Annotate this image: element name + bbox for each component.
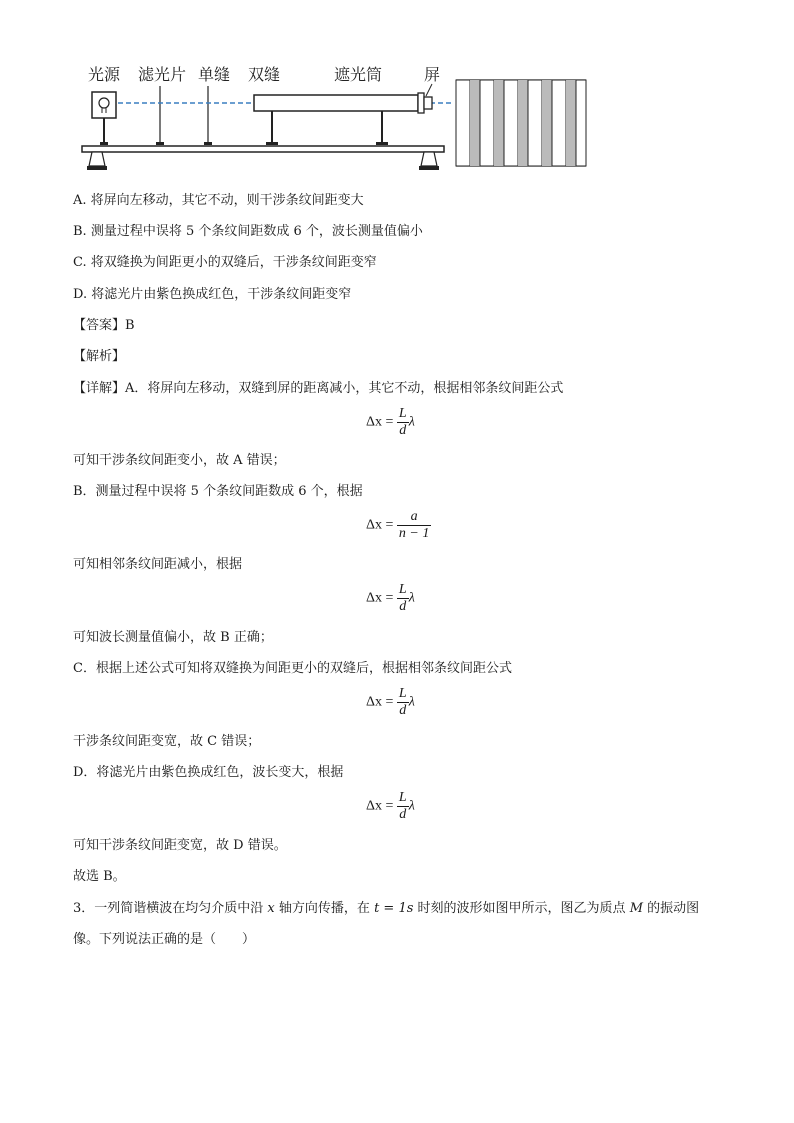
formula-lhs: Δx = xyxy=(366,694,394,710)
formula-fringe-spacing-2 xyxy=(366,582,415,615)
formula-fringe-spacing-count xyxy=(366,509,431,542)
denominator: d xyxy=(399,423,407,438)
optical-bench xyxy=(82,146,444,152)
detail-d-text: D．将滤光片由紫色换成红色，波长变大，根据 xyxy=(73,765,344,780)
final-choice: 故选 B。 xyxy=(73,869,126,884)
fraction xyxy=(397,509,431,542)
denominator: d xyxy=(399,807,407,822)
question-3-line-1 xyxy=(73,900,699,918)
numerator: L xyxy=(398,582,407,597)
denominator: d xyxy=(399,703,407,718)
label-light-source: 光源 xyxy=(88,65,121,84)
detail-b-conclusion: 可知波长测量值偏小，故 B 正确； xyxy=(73,630,273,645)
label-filter: 滤光片 xyxy=(138,65,187,84)
numerator: L xyxy=(398,406,407,421)
q3-x-variable: x xyxy=(267,901,275,916)
detail-c-text: C．根据上述公式可知将双缝换为间距更小的双缝后，根据相邻条纹间距公式 xyxy=(73,661,512,676)
detail-b-mid: 可知相邻条纹间距减小，根据 xyxy=(73,557,243,572)
detail-b-text: B．测量过程中误将 5 个条纹间距数成 6 个，根据 xyxy=(73,484,363,499)
formula-fringe-spacing-1 xyxy=(366,406,415,439)
option-d: D. 将滤光片由紫色换成红色，干涉条纹间距变窄 xyxy=(73,287,352,302)
shading-tube xyxy=(254,95,418,111)
q3-time-expression: t = 1s xyxy=(374,901,414,916)
q3-text-2: 轴方向传播，在 xyxy=(278,901,370,916)
formula-lhs: Δx = xyxy=(366,590,394,606)
lambda: λ xyxy=(408,590,415,606)
detail-a-conclusion: 可知干涉条纹间距变小，故 A 错误； xyxy=(73,453,286,468)
fraction xyxy=(397,790,409,823)
formula-lhs: Δx = xyxy=(366,798,394,814)
formula-lhs: Δx = xyxy=(366,414,394,430)
denominator: d xyxy=(399,599,407,614)
option-c: C. 将双缝换为间距更小的双缝后，干涉条纹间距变窄 xyxy=(73,255,377,270)
interference-fringe-pattern xyxy=(456,80,586,166)
label-screen: 屏 xyxy=(424,65,441,84)
question-3-line-2: 像。下列说法正确的是（ ） xyxy=(73,932,256,947)
formula-lhs: Δx = xyxy=(366,517,394,533)
light-source-box xyxy=(92,92,116,118)
q3-text-4: 的振动图 xyxy=(647,901,700,916)
fraction xyxy=(397,406,409,439)
formula-fringe-spacing-4 xyxy=(366,790,415,823)
detail-d-conclusion: 可知干涉条纹间距变宽，故 D 错误。 xyxy=(73,838,287,853)
fraction xyxy=(397,582,409,615)
label-shading-tube: 遮光筒 xyxy=(334,65,383,84)
formula-fringe-spacing-3 xyxy=(366,686,415,719)
fraction xyxy=(397,686,409,719)
lambda: λ xyxy=(408,798,415,814)
analysis-title: 【解析】 xyxy=(73,349,126,364)
option-b: B. 测量过程中误将 5 个条纹间距数成 6 个，波长测量值偏小 xyxy=(73,224,423,239)
label-single-slit: 单缝 xyxy=(198,65,231,84)
lambda: λ xyxy=(408,694,415,710)
double-slit-apparatus-diagram xyxy=(72,58,592,184)
answer-label: 【答案】B xyxy=(73,318,135,333)
denominator: n − 1 xyxy=(398,526,430,541)
option-a: A. 将屏向左移动，其它不动，则干涉条纹间距变大 xyxy=(73,193,364,208)
numerator: a xyxy=(397,509,431,526)
detail-c-conclusion: 干涉条纹间距变宽，故 C 错误； xyxy=(73,734,261,749)
q3-text-3: 时刻的波形如图甲所示，图乙为质点 xyxy=(417,901,626,916)
detail-a-text: 【详解】A．将屏向左移动，双缝到屏的距离减小，其它不动，根据相邻条纹间距公式 xyxy=(73,381,564,396)
lambda: λ xyxy=(408,414,415,430)
label-double-slit: 双缝 xyxy=(248,65,281,84)
q3-m-variable: M xyxy=(629,901,643,916)
numerator: L xyxy=(398,790,407,805)
numerator: L xyxy=(398,686,407,701)
q3-text-1: 3．一列简谐横波在均匀介质中沿 xyxy=(73,901,264,916)
